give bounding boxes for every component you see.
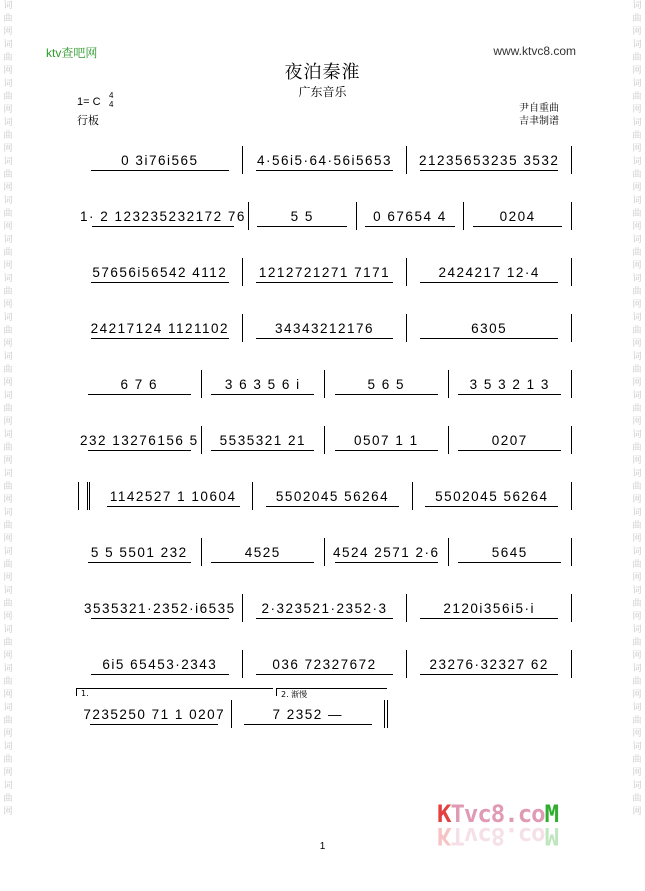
- score-row: [78, 370, 572, 398]
- repeat-start-sign: [78, 482, 90, 510]
- measure: 5502045 56264: [253, 482, 412, 510]
- score-row: [78, 650, 572, 678]
- measure: 5535321 21: [202, 426, 325, 454]
- measure: 6305: [407, 314, 572, 342]
- measure: 1212721271 7171: [243, 258, 408, 286]
- site-url-right: www.ktvc8.com: [493, 44, 576, 58]
- measure: 5 5: [249, 202, 357, 230]
- measure: 6 7 6: [78, 370, 202, 398]
- score-row: [78, 202, 572, 230]
- measure: 34343212176: [243, 314, 408, 342]
- measure: 5645: [449, 538, 573, 566]
- side-watermark-right: 词曲网词曲网词曲网词曲网词曲网词曲网词曲网词曲网词曲网词曲网词曲网词曲网词曲网词曲网词曲网词曲网词曲网词曲网词曲网词曲网词曲网: [632, 1, 642, 817]
- measure: 0 67654 4: [357, 202, 465, 230]
- measure: 4·56i5·64·56i5653: [243, 146, 408, 174]
- measure: 232 13276156 5: [78, 426, 202, 454]
- score-row: [78, 258, 572, 286]
- measure: 7235250 71 1 0207: [78, 700, 232, 728]
- measure: 0204: [464, 202, 572, 230]
- tempo-marking: 行板: [77, 114, 99, 127]
- score-row: [78, 700, 388, 728]
- measure: 2·323521·2352·3: [243, 594, 408, 622]
- measure: 0207: [449, 426, 572, 454]
- measure: 3535321·2352·i6535: [78, 594, 243, 622]
- measure: 1· 2 123235232172 76: [78, 202, 249, 230]
- score-row: [78, 426, 572, 454]
- measure: 24217124 1121102: [78, 314, 243, 342]
- measure: 0 3i76i565: [78, 146, 243, 174]
- side-watermark-left: 词曲网词曲网词曲网词曲网词曲网词曲网词曲网词曲网词曲网词曲网词曲网词曲网词曲网词曲网词曲网词曲网词曲网词曲网词曲网词曲网词曲网: [3, 1, 13, 817]
- page-number: 1: [319, 841, 326, 852]
- score-row: [78, 314, 572, 342]
- meter-bottom: 4: [109, 100, 114, 109]
- song-title: 夜泊秦淮: [284, 62, 361, 83]
- measure: 23276·32327 62: [407, 650, 572, 678]
- measure: 4525: [202, 538, 326, 566]
- measure: 5 6 5: [325, 370, 449, 398]
- score-row: [78, 594, 572, 622]
- score-row: [78, 482, 572, 510]
- measure: 5 5 5501 232: [78, 538, 202, 566]
- measure: 21235653235 3532: [407, 146, 572, 174]
- composer-credit: 尹自重曲: [519, 103, 559, 114]
- measure: 4524 2571 2·6: [325, 538, 449, 566]
- measure: 3 6 3 5 6 i: [202, 370, 326, 398]
- key-signature: 1= C: [77, 96, 101, 108]
- measure: 6i5 65453·2343: [78, 650, 243, 678]
- measure: 3 5 3 2 1 3: [449, 370, 573, 398]
- score-row: [78, 146, 572, 174]
- volta-second-ending: 2. 渐慢: [276, 688, 387, 696]
- meter-top: 4: [109, 91, 114, 100]
- score-row: [78, 538, 572, 566]
- ktvc8-logo: KTvc8.coM KTvc8.coM: [437, 800, 559, 850]
- measure: 2120i356i5·i: [407, 594, 572, 622]
- arranger-credit: 吉聿制谱: [519, 116, 559, 127]
- measure: 7 2352 —: [232, 700, 389, 728]
- volta-first-ending: 1.: [76, 688, 273, 696]
- site-name-left: ktv查吧网: [46, 46, 98, 60]
- measure: 5502045 56264: [413, 482, 572, 510]
- song-genre: 广东音乐: [298, 85, 347, 99]
- measure: 0507 1 1: [325, 426, 448, 454]
- measure: 1142527 1 10604: [94, 482, 253, 510]
- measure: 2424217 12·4: [407, 258, 572, 286]
- measure: 57656i56542 4112: [78, 258, 243, 286]
- measure: 036 72327672: [243, 650, 408, 678]
- time-signature: [109, 91, 113, 109]
